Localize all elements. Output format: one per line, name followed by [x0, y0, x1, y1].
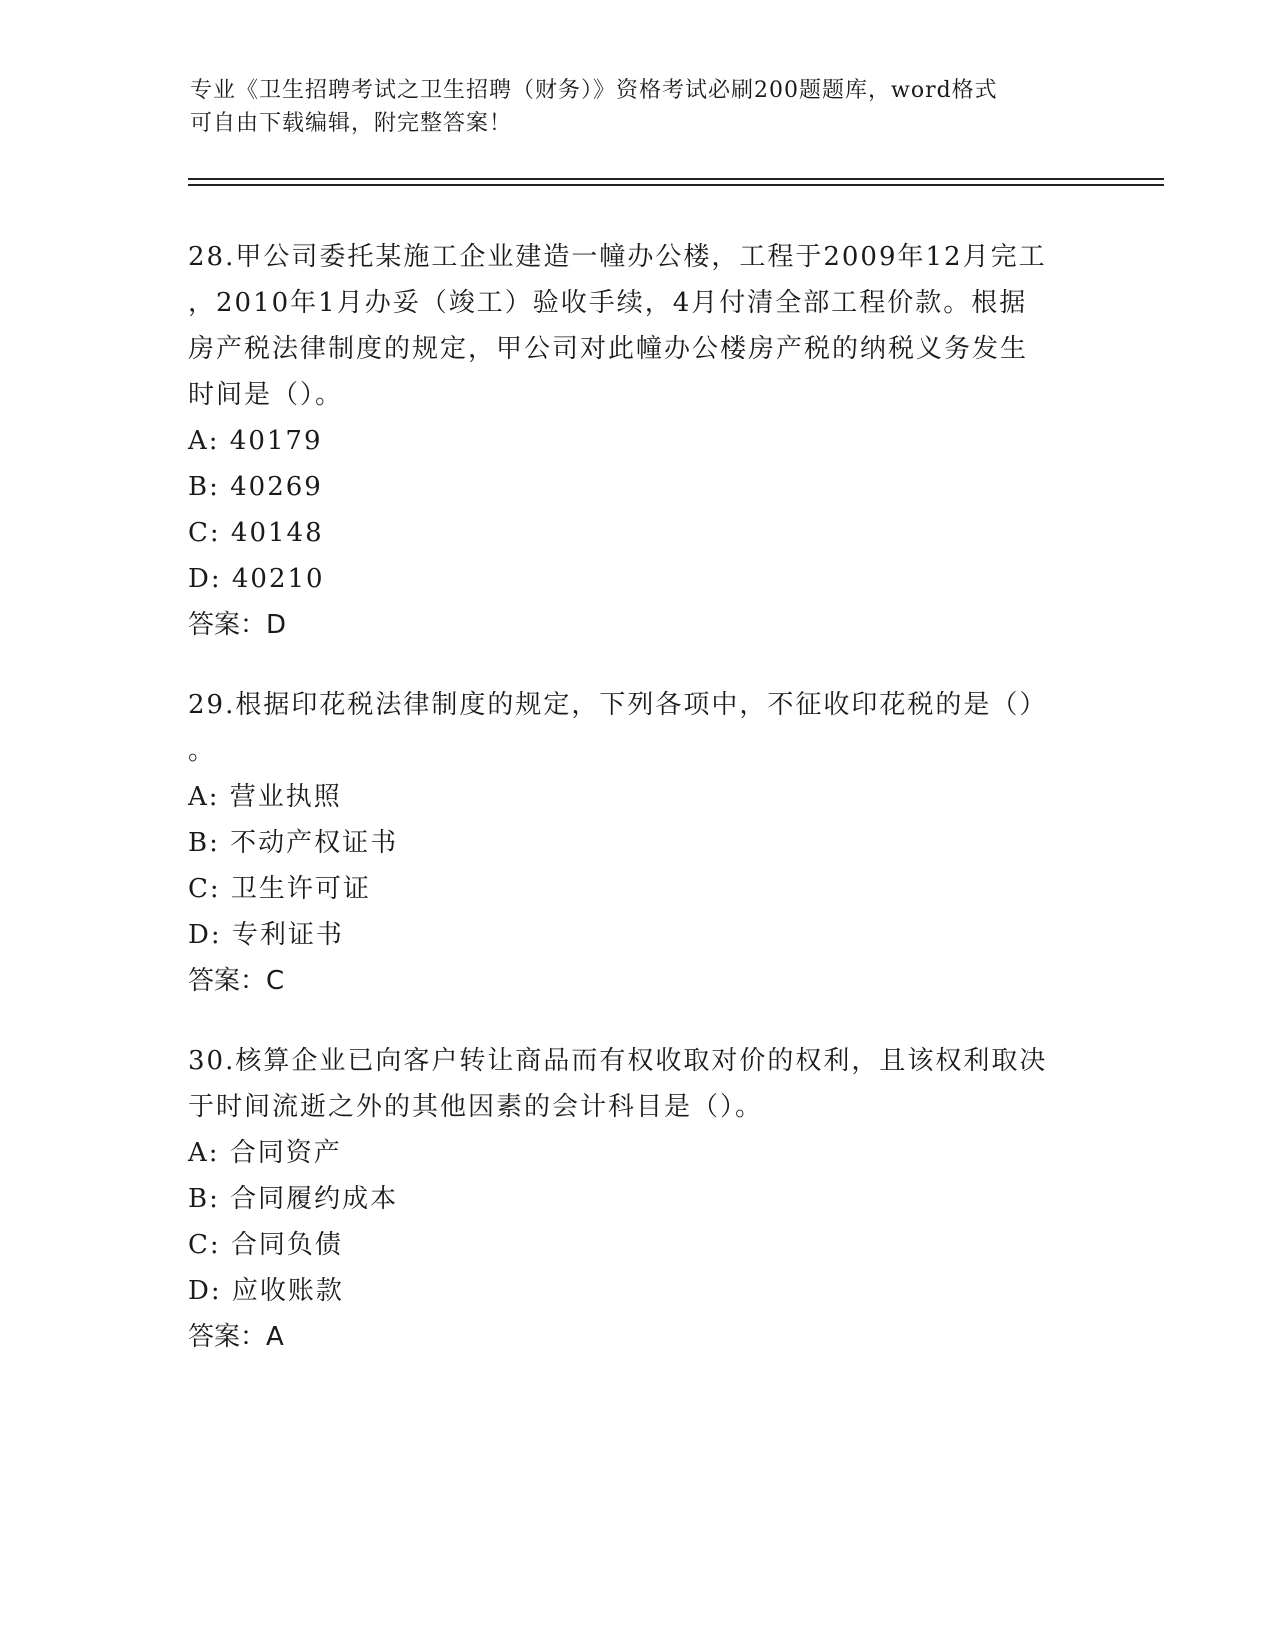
- option-a: A: 合同资产: [188, 1138, 342, 1168]
- document-header: [190, 74, 1090, 140]
- question-text: 30.核算企业已向客户转让商品而有权收取对价的权利，且该权利取决: [188, 1046, 1048, 1076]
- header-divider: [188, 184, 1164, 186]
- header-divider: [188, 178, 1164, 180]
- question-text: 时间是（）。: [188, 380, 344, 410]
- question-list: [188, 234, 1088, 1394]
- option-c: C: 40148: [188, 518, 324, 548]
- question-29: [188, 682, 1088, 1004]
- header-line: 可自由下载编辑，附完整答案！: [190, 111, 513, 136]
- option-b: B: 合同履约成本: [188, 1184, 399, 1214]
- question-text: ，2010年1月办妥（竣工）验收手续，4月付清全部工程价款。根据: [188, 288, 1028, 318]
- option-a: A: 40179: [188, 426, 323, 456]
- option-c: C: 合同负债: [188, 1230, 343, 1260]
- option-d: D: 专利证书: [188, 920, 344, 950]
- question-text: 29.根据印花税法律制度的规定，下列各项中，不征收印花税的是（）: [188, 690, 1048, 720]
- option-d: D: 40210: [188, 564, 325, 594]
- answer: 答案：A: [188, 1322, 284, 1352]
- option-a: A: 营业执照: [188, 782, 342, 812]
- question-text: 。: [188, 736, 217, 766]
- answer: 答案：D: [188, 610, 287, 640]
- question-28: [188, 234, 1088, 648]
- question-text: 房产税法律制度的规定，甲公司对此幢办公楼房产税的纳税义务发生: [188, 334, 1029, 364]
- question-text: 于时间流逝之外的其他因素的会计科目是（）。: [188, 1092, 764, 1122]
- option-b: B: 不动产权证书: [188, 828, 399, 858]
- answer: 答案：C: [188, 966, 285, 996]
- option-c: C: 卫生许可证: [188, 874, 371, 904]
- header-line: 专业《卫生招聘考试之卫生招聘（财务）》资格考试必刷200题题库，word格式: [190, 78, 998, 103]
- option-d: D: 应收账款: [188, 1276, 344, 1306]
- question-text: 28.甲公司委托某施工企业建造一幢办公楼，工程于2009年12月完工: [188, 242, 1047, 272]
- option-b: B: 40269: [188, 472, 323, 502]
- question-30: [188, 1038, 1088, 1360]
